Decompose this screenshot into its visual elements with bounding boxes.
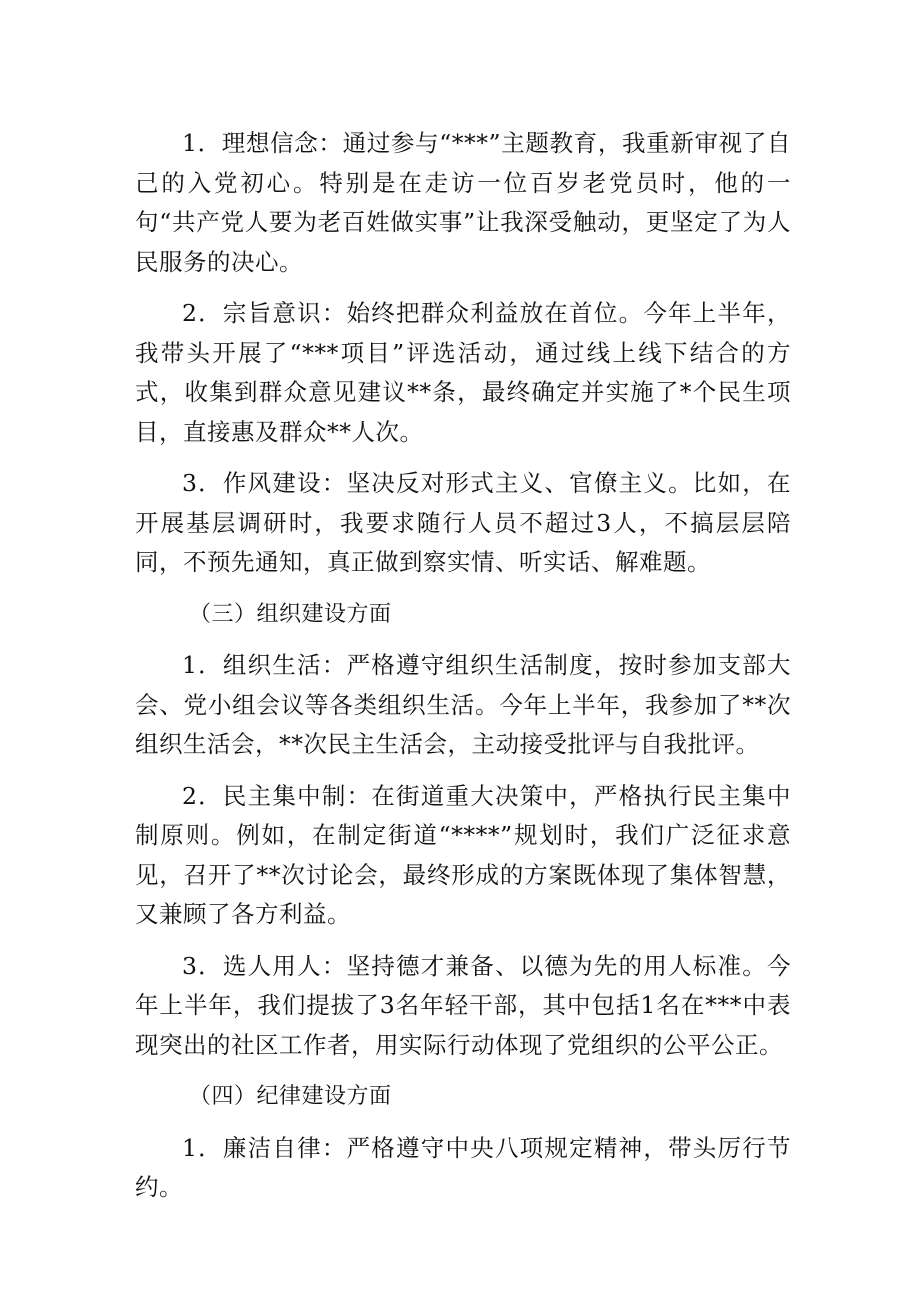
paragraph-ideal-belief: 1．理想信念：通过参与“***”主题教育，我重新审视了自己的入党初心。特别是在走访一位百岁老党员时，他的一句“共产党人要为老百姓做实事”让我深受触动，更坚定了为人民服务的决心。 (135, 129, 791, 276)
section-heading-organization: （三）组织建设方面 (189, 601, 392, 627)
paragraph-work-style: 3．作风建设：坚决反对形式主义、官僚主义。比如，在开展基层调研时，我要求随行人员不超过3人，不搞层层陪同，不预先通知，真正做到察实情、听实话、解难题。 (135, 469, 791, 576)
document-page (135, 124, 791, 1220)
paragraph-personnel-selection: 3．选人用人：坚持德才兼备、以德为先的用人标准。今年上半年，我们提拔了3名年轻干部，其中包括1名在***中表现突出的社区工作者，用实际行动体现了党组织的公平公正。 (135, 951, 791, 1059)
paragraph-integrity: 1．廉洁自律：严格遵守中央八项规定精神，带头厉行节约。 (135, 1133, 791, 1201)
paragraph-purpose-awareness: 2．宗旨意识：始终把群众利益放在首位。今年上半年，我带头开展了“***项目”评选活动，通过线上线下结合的方式，收集到群众意见建议**条，最终确定并实施了*个民生项目，直接惠及群众**人次。 (135, 299, 791, 446)
section-heading-discipline: （四）纪律建设方面 (189, 1084, 392, 1109)
paragraph-democratic-centralism: 2．民主集中制：在街道重大决策中，严格执行民主集中制原则。例如，在制定街道“****”规划时，我们广泛征求意见，召开了**次讨论会，最终形成的方案既体现了集体智慧，又兼顾了各方利益。 (135, 781, 791, 928)
paragraph-organization-life: 1．组织生活：严格遵守组织生活制度，按时参加支部大会、党小组会议等各类组织生活。今年上半年，我参加了**次组织生活会，**次民主生活会，主动接受批评与自我批评。 (135, 651, 791, 758)
